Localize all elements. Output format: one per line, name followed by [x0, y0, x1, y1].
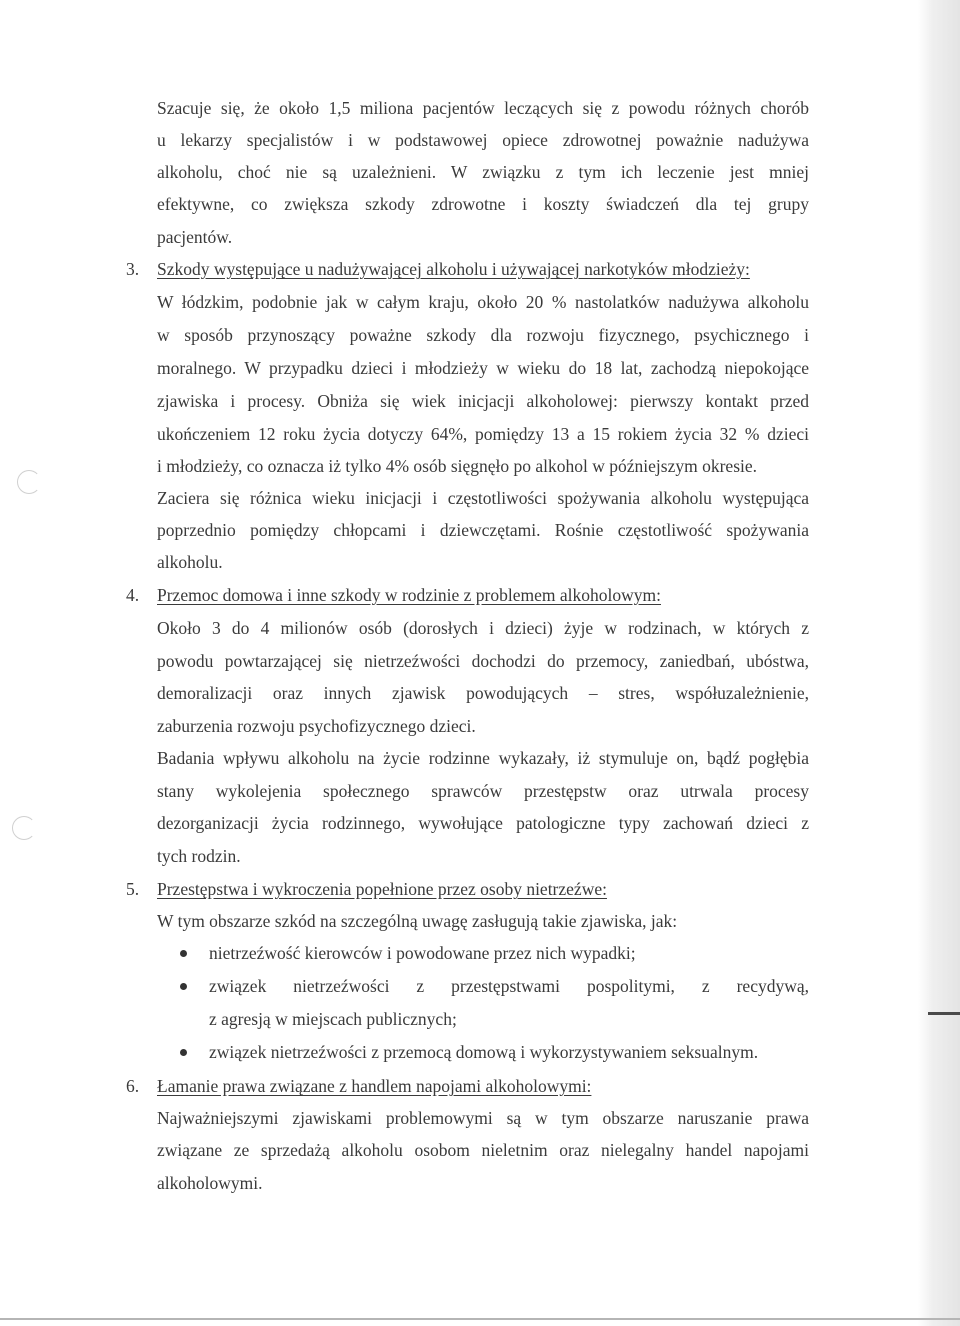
section-3-line: poprzednio pomiędzy chłopcami i dziewczętami. Rośnie częstotliwość spożywania — [157, 520, 809, 540]
section-6-line: związane ze sprzedażą alkoholu osobom nieletnim oraz nielegalny handel napojami — [157, 1140, 809, 1160]
section-6-line: Najważniejszymi zjawiskami problemowymi są w tym obszarze naruszanie prawa — [157, 1108, 809, 1128]
section-6-number: 6. — [126, 1076, 140, 1096]
bullet-dot — [180, 950, 187, 957]
section-4-line: stany wykolejenia społecznego sprawców przestępstw oraz utrwala procesy — [157, 781, 809, 801]
scan-bottom-line — [0, 1318, 960, 1320]
scan-edge-mark — [928, 1012, 960, 1015]
section-4-line: zaburzenia rozwoju psychofizycznego dzieci. — [157, 716, 476, 736]
section-5-intro: W tym obszarze szkód na szczególną uwagę zasługują takie zjawiska, jak: — [157, 911, 678, 931]
section-5-heading: Przestępstwa i wykroczenia popełnione przez osoby nietrzeźwe: — [157, 879, 607, 899]
section-3-line: w sposób przynoszący poważne szkody dla rozwoju fizycznego, psychicznego i — [157, 325, 809, 345]
section-5-bullet: związek nietrzeźwości z przemocą domową i wykorzystywaniem seksualnym. — [209, 1042, 759, 1062]
section-4-number: 4. — [126, 585, 140, 605]
section-3-line: i młodzieży, co oznacza iż tylko 4% osób sięgnęło po alkohol w późniejszym okresie. — [157, 456, 758, 476]
section-3-line: W łódzkim, podobnie jak w całym kraju, około 20 % nastolatków nadużywa alkoholu — [157, 292, 809, 312]
intro-line: alkoholu, choć nie są uzależnieni. W związku z tym ich leczenie jest mniej — [157, 162, 809, 182]
section-3-line: ukończeniem 12 roku życia dotyczy 64%, pomiędzy 13 a 15 rokiem życia 32 % dzieci — [157, 424, 809, 444]
punch-hole-mark — [17, 470, 41, 494]
bullet-dot — [180, 1049, 187, 1056]
section-4-line: Około 3 do 4 milionów osób (dorosłych i dzieci) żyje w rodzinach, w których z — [157, 618, 809, 638]
intro-line: Szacuje się, że około 1,5 miliona pacjentów leczących się z powodu różnych chorób — [157, 98, 809, 118]
punch-hole-mark — [12, 816, 36, 840]
section-6-heading: Łamanie prawa związane z handlem napojami alkoholowymi: — [157, 1076, 592, 1096]
section-3-line: zjawiska i procesy. Obniża się wiek inicjacji alkoholowej: pierwszy kontakt przed — [157, 391, 809, 411]
section-6-line: alkoholowymi. — [157, 1173, 263, 1193]
section-3-line: Zaciera się różnica wieku inicjacji i częstotliwości spożywania alkoholu występująca — [157, 488, 809, 508]
section-4-line: Badania wpływu alkoholu na życie rodzinne wykazały, iż stymuluje on, bądź pogłębia — [157, 748, 809, 768]
section-3-heading: Szkody występujące u nadużywającej alkoholu i używającej narkotyków młodzieży: — [157, 259, 750, 279]
section-5-number: 5. — [126, 879, 140, 899]
section-4-line: dezorganizacji życia rodzinnego, wywołujące patologiczne typy zachowań dzieci z — [157, 813, 809, 833]
intro-line: efektywne, co zwiększa szkody zdrowotne i koszty świadczeń dla tej grupy — [157, 194, 809, 214]
scan-edge-shadow — [918, 0, 960, 1326]
section-4-line: demoralizacji oraz innych zjawisk powodujących – stres, współuzależnienie, — [157, 683, 809, 703]
section-4-line: tych rodzin. — [157, 846, 241, 866]
section-3-line: moralnego. W przypadku dzieci i młodzieży w wieku do 18 lat, zachodzą niepokojące — [157, 358, 809, 378]
section-5-bullet: nietrzeźwość kierowców i powodowane przez nich wypadki; — [209, 943, 636, 963]
section-3-number: 3. — [126, 259, 140, 279]
bullet-dot — [180, 983, 187, 990]
section-4-heading: Przemoc domowa i inne szkody w rodzinie z problemem alkoholowym: — [157, 585, 661, 605]
section-5-bullet: związek nietrzeźwości z przestępstwami pospolitymi, z recydywą, — [209, 976, 809, 996]
section-4-line: powodu powtarzającej się nietrzeźwości dochodzi do przemocy, zaniedbań, ubóstwa, — [157, 651, 809, 671]
section-5-bullet-continuation: z agresją w miejscach publicznych; — [209, 1009, 457, 1029]
intro-line: pacjentów. — [157, 227, 233, 247]
section-3-line: alkoholu. — [157, 552, 223, 572]
intro-line: u lekarzy specjalistów i w podstawowej opiece zdrowotnej poważnie nadużywa — [157, 130, 809, 150]
